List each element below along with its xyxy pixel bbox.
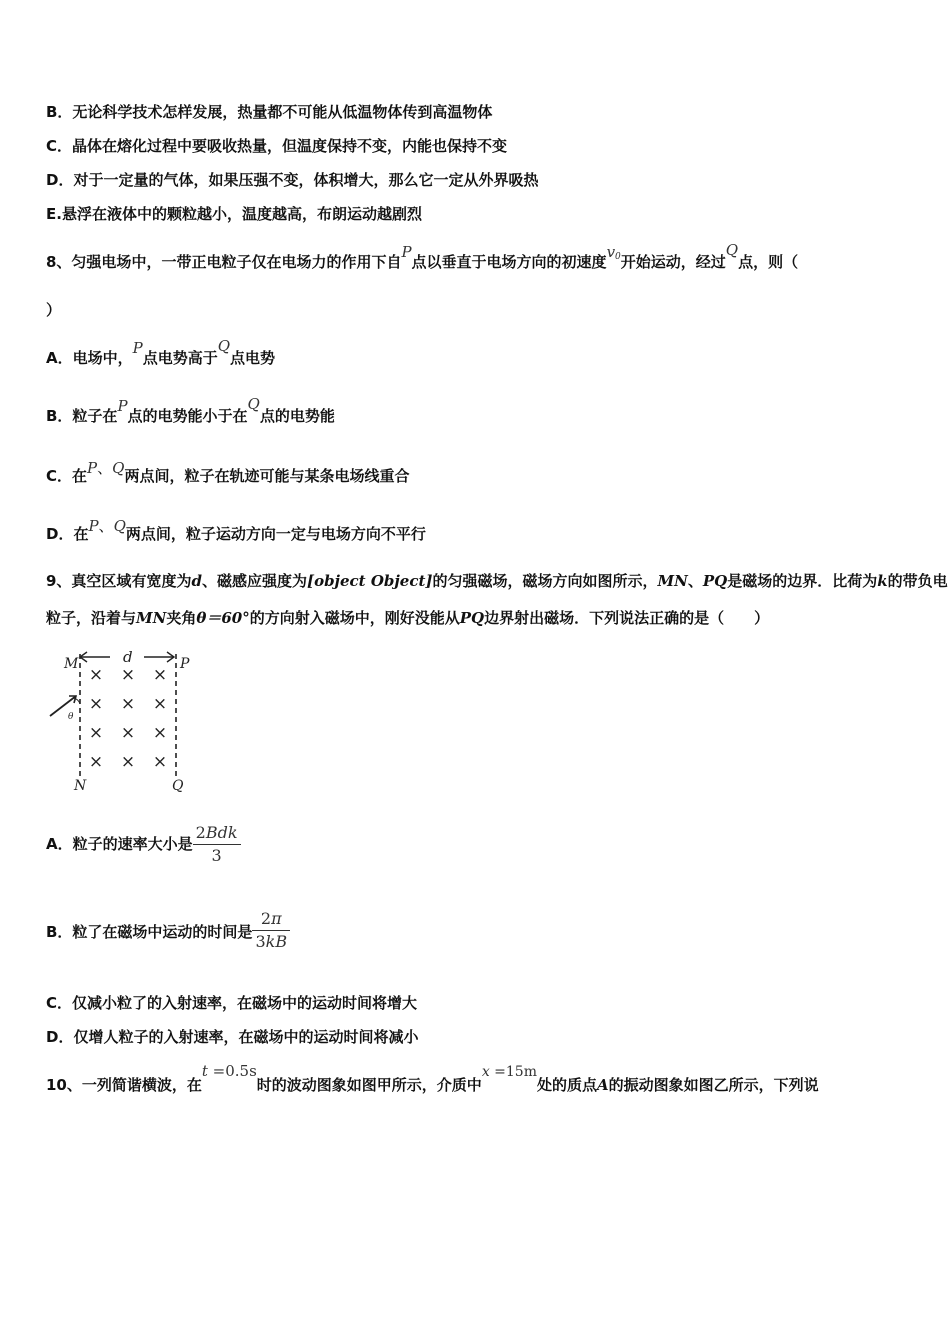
field-cross: × [120,723,136,743]
q9-stem-line2: 粒子，沿着与MN夹角θ＝60°的方向射入磁场中，刚好没能从PQ边界射出磁场．下列说法正确的是（ ） [46,609,770,627]
q8-option-d: D．在P、Q两点间，粒子运动方向一定与电场方向不平行 [46,517,426,543]
velocity-v0: $v_0$ [606,243,621,262]
q8-option-a: A．电场中，P点电势高于Q点电势 [46,337,276,367]
label-q: Q [172,778,184,794]
q7-option-b: B．无论科学技术怎样发展，热量都不可能从低温物体传到高温物体 [46,103,493,121]
field-cross: × [88,665,104,685]
field-cross: × [152,723,168,743]
q7-option-c: C．晶体在熔化过程中要吸收热量，但温度保持不变，内能也保持不变 [46,137,508,155]
magnetic-field-figure [46,640,206,800]
label-d: d [123,648,133,666]
q7-option-d: D．对于一定量的气体，如果压强不变，体积增大，那么它一定从外界吸热 [46,171,539,189]
q9-option-b: B．粒了在磁场中运动的时间是 $\frac{2\pi}{3kB}$ [46,910,290,955]
q9-option-c: C．仅减小粒了的入射速率，在磁场中的运动时间将增大 [46,994,418,1012]
point-p: P [401,243,412,261]
q8-stem-end: ） [46,301,62,319]
fraction-2pi-over-3kb: $\frac{2\pi}{3kB}$ [252,908,290,953]
fraction-2bdk-over-3: $\frac{\text{2Bdk}}{3}$ [193,822,241,867]
label-n: N [74,778,87,794]
q7-option-e: E.悬浮在液体中的颗粒越小，温度越高，布朗运动越剧烈 [46,205,422,223]
field-cross: × [152,665,168,685]
q8-stem: 8、匀强电场中，一带正电粒子仅在电场力的作用下自P点以垂直于电场方向的初速度$v_0$开始运动，经过Q点，则（ [46,241,799,271]
field-cross: × [88,723,104,743]
field-cross: × [120,752,136,772]
q9-option-a: A．粒子的速率大小是 $\frac{\text{2Bdk}}{3}$ [46,826,241,871]
q8-option-b: B．粒子在P点的电势能小于在Q点的电势能 [46,395,335,425]
label-m: M [64,656,79,672]
point-q: Q [725,241,739,259]
field-cross: × [88,694,104,714]
field-cross: × [120,665,136,685]
field-cross: × [88,752,104,772]
q8-option-c: C．在P、Q两点间，粒子在轨迹可能与某条电场线重合 [46,459,410,485]
label-theta: θ [68,712,74,722]
q9-option-d: D．仅增人粒子的入射速率，在磁场中的运动时间将减小 [46,1028,419,1046]
field-cross: × [120,694,136,714]
q10-stem: 10、一列简谐横波，在t =0.5s时的波动图象如图甲所示，介质中x =15m处的质点A的振动图象如图乙所示，下列说 [46,1062,819,1094]
label-p: P [180,656,190,672]
q9-stem-line1: 9、真空区域有宽度为d、磁感应强度为[object Object]的匀强磁场，磁场方向如图所示，MN、PQ是磁场的边界．比荷为k的带负电 [46,572,948,590]
field-cross: × [152,752,168,772]
field-cross: × [152,694,168,714]
